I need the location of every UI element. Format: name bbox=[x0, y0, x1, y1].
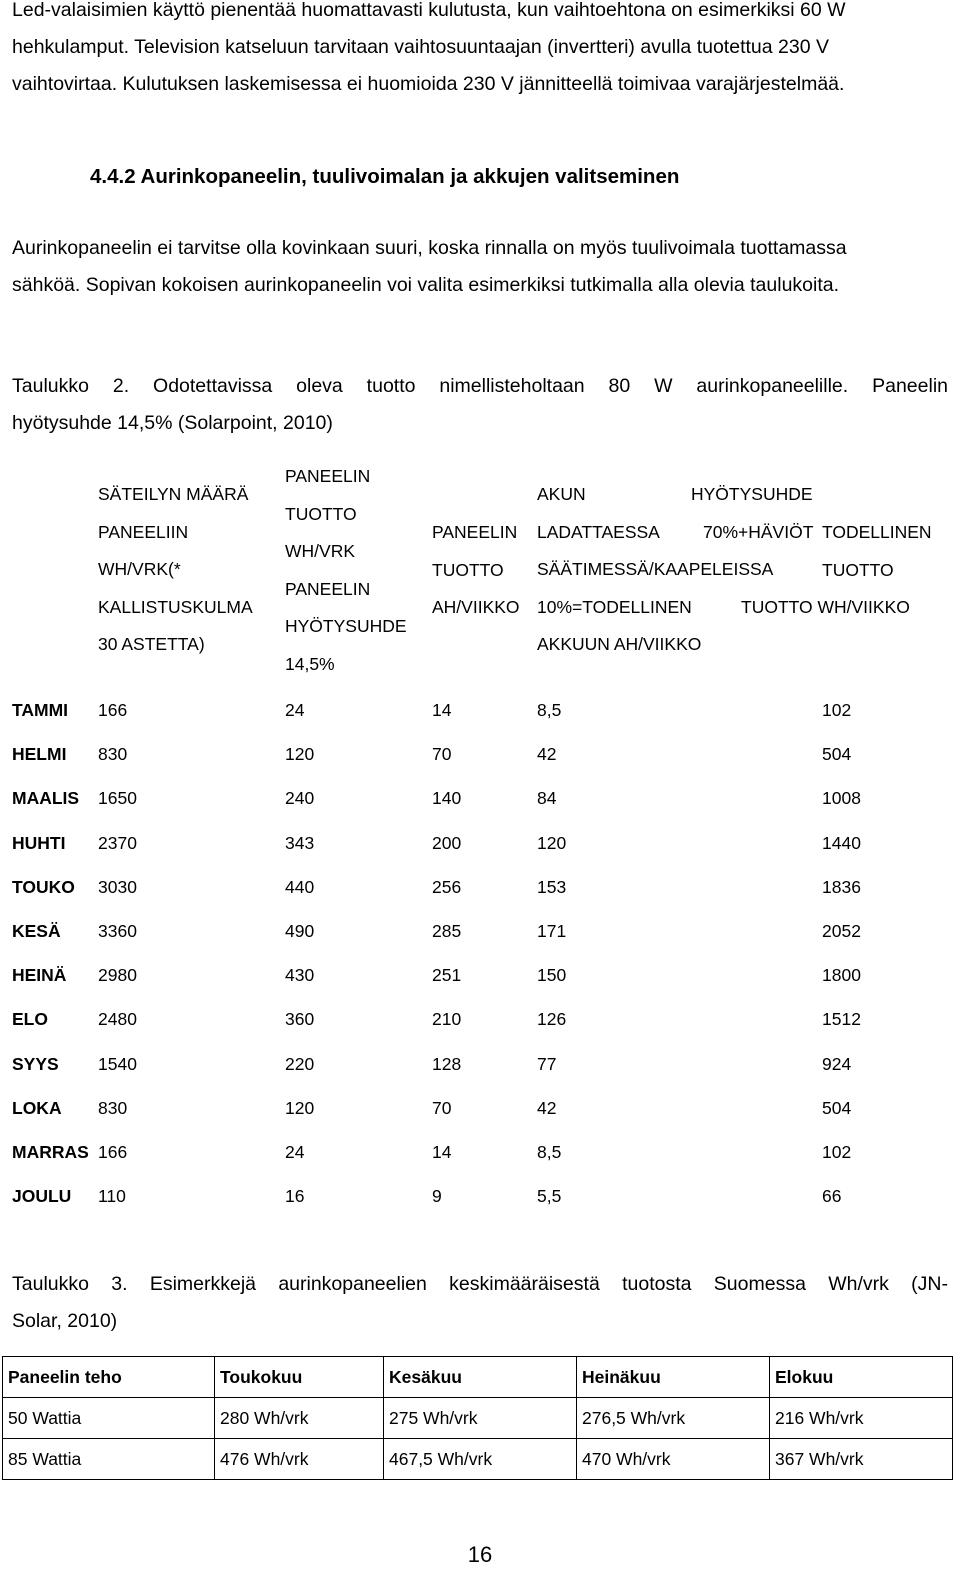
table2-caption bbox=[12, 368, 948, 442]
table-cell: 343 bbox=[285, 832, 315, 853]
table-cell: 70 bbox=[432, 1097, 452, 1118]
header-text: PANEELIN bbox=[285, 578, 371, 599]
table-cell: 830 bbox=[98, 1097, 128, 1118]
month-label: TOUKO bbox=[12, 876, 75, 897]
header-text: KALLISTUSKULMA bbox=[98, 596, 253, 617]
table-cell: 430 bbox=[285, 965, 315, 986]
table-cell: 166 bbox=[98, 1142, 128, 1162]
table-cell: 24 bbox=[285, 1142, 305, 1162]
table-cell: 126 bbox=[537, 1009, 567, 1030]
table-cell: 8,5 bbox=[537, 700, 562, 720]
header-text: 70%+HÄVIÖT bbox=[703, 522, 814, 542]
header-text: PANEELIN bbox=[432, 522, 518, 542]
header-text: SÄTEILYN MÄÄRÄ bbox=[98, 484, 249, 504]
month-label: HUHTI bbox=[12, 832, 66, 853]
table3-cell: 280 Wh/vrk bbox=[215, 1398, 384, 1439]
table3-cell: 85 Wattia bbox=[3, 1439, 215, 1480]
table3-header-row bbox=[3, 1357, 953, 1398]
intro-line: Led-valaisimien käyttö pienentää huomattavasti kulutusta, kun vaihtoehtona on esimerkiksi 60 W bbox=[12, 0, 846, 21]
table3-header-cell: Kesäkuu bbox=[384, 1357, 577, 1398]
table-cell: 2052 bbox=[822, 921, 861, 941]
table-cell: 830 bbox=[98, 744, 128, 765]
header-text: AKKUUN AH/VIIKKO bbox=[537, 634, 702, 654]
table-cell: 110 bbox=[98, 1186, 126, 1207]
header-text: AH/VIIKKO bbox=[432, 597, 520, 617]
table-cell: 77 bbox=[537, 1053, 557, 1074]
table-cell: 102 bbox=[822, 700, 852, 720]
table-cell: 1008 bbox=[822, 788, 861, 809]
section-body-line: Aurinkopaneelin ei tarvitse olla kovinkaan suuri, koska rinnalla on myös tuulivoimala tuottamassa bbox=[12, 237, 847, 259]
table-row bbox=[0, 734, 960, 774]
caption-line: hyötysuhde 14,5% (Solarpoint, 2010) bbox=[12, 412, 333, 434]
table-row bbox=[0, 955, 960, 995]
table-row bbox=[0, 999, 960, 1039]
table3-cell: 50 Wattia bbox=[3, 1398, 215, 1439]
header-text: HYÖTYSUHDE bbox=[691, 484, 813, 504]
table-cell: 251 bbox=[432, 965, 462, 986]
header-text: 14,5% bbox=[285, 653, 335, 674]
header-text: AKUN bbox=[537, 484, 586, 504]
header-text: WH/VRK(* bbox=[98, 559, 181, 579]
table3-header-cell: Heinäkuu bbox=[577, 1357, 770, 1398]
month-label: HEINÄ bbox=[12, 965, 67, 986]
table-cell: 504 bbox=[822, 744, 852, 765]
section-body-paragraph bbox=[12, 230, 948, 304]
month-label: LOKA bbox=[12, 1097, 62, 1118]
header-panel-output-wh bbox=[285, 458, 407, 683]
header-text: HYÖTYSUHDE bbox=[285, 616, 407, 636]
table-cell: 285 bbox=[432, 921, 462, 941]
header-efficiency-losses bbox=[703, 514, 813, 552]
table-cell: 210 bbox=[432, 1009, 462, 1030]
month-label: KESÄ bbox=[12, 921, 61, 941]
table-cell: 1800 bbox=[822, 965, 861, 986]
section-heading: 4.4.2 Aurinkopaneelin, tuulivoimalan ja akkujen valitseminen bbox=[90, 165, 680, 188]
table-cell: 1650 bbox=[98, 788, 137, 809]
month-label: JOULU bbox=[12, 1186, 72, 1207]
table-cell: 240 bbox=[285, 788, 315, 809]
header-text: TUOTTO bbox=[822, 559, 894, 580]
header-text: TUOTTO bbox=[285, 503, 357, 524]
table2-header bbox=[0, 458, 960, 688]
table-cell: 256 bbox=[432, 876, 462, 897]
table-row bbox=[0, 1176, 960, 1216]
table-cell: 2370 bbox=[98, 832, 137, 853]
header-text: 10%=TODELLINEN bbox=[537, 596, 692, 617]
table-cell: 3360 bbox=[98, 921, 137, 941]
intro-line: vaihtovirtaa. Kulutuksen laskemisessa ei huomioida 230 V jännitteellä toimivaa varajärjestelmää. bbox=[12, 73, 845, 95]
table-cell: 14 bbox=[432, 1142, 452, 1162]
table-row bbox=[0, 867, 960, 907]
table-row bbox=[0, 1132, 960, 1172]
table-cell: 9 bbox=[432, 1186, 442, 1207]
header-real-output-unit bbox=[741, 589, 910, 627]
table-cell: 102 bbox=[822, 1142, 852, 1162]
header-text: WH/VRK bbox=[285, 541, 355, 561]
table-row bbox=[0, 690, 960, 730]
table-cell: 220 bbox=[285, 1053, 315, 1074]
header-text: PANEELIN bbox=[285, 466, 371, 486]
table-row bbox=[0, 1044, 960, 1084]
table-cell: 24 bbox=[285, 700, 305, 720]
table-cell: 166 bbox=[98, 700, 128, 720]
table3-cell: 216 Wh/vrk bbox=[770, 1398, 953, 1439]
table-cell: 490 bbox=[285, 921, 315, 941]
table-cell: 2480 bbox=[98, 1009, 137, 1030]
table-cell: 1540 bbox=[98, 1053, 137, 1074]
table-cell: 3030 bbox=[98, 876, 137, 897]
table-row bbox=[0, 911, 960, 951]
month-label: SYYS bbox=[12, 1053, 59, 1074]
table-cell: 120 bbox=[285, 1097, 315, 1118]
table-cell: 70 bbox=[432, 744, 452, 765]
table-row bbox=[0, 1088, 960, 1128]
caption-line: Taulukko 3. Esimerkkejä aurinkopaneelien keskimääräisestä tuotosta Suomessa Wh/vrk (JN- bbox=[12, 1273, 948, 1295]
table-cell: 504 bbox=[822, 1097, 852, 1118]
table3-header-cell: Elokuu bbox=[770, 1357, 953, 1398]
header-radiation bbox=[98, 476, 253, 664]
header-real-output bbox=[822, 514, 932, 589]
section-body-line: sähköä. Sopivan kokoisen aurinkopaneelin voi valita esimerkiksi tutkimalla alla olevia taulukoita. bbox=[12, 274, 840, 296]
table-cell: 2980 bbox=[98, 965, 137, 986]
header-text: 30 ASTETTA) bbox=[98, 634, 205, 654]
header-text: SÄÄTIMESSÄ/KAAPELEISSA bbox=[537, 559, 774, 579]
table3-cell: 470 Wh/vrk bbox=[577, 1439, 770, 1480]
table3-header-cell: Paneelin teho bbox=[3, 1357, 215, 1398]
table-cell: 66 bbox=[822, 1186, 842, 1207]
table-cell: 42 bbox=[537, 1097, 557, 1118]
table3-cell: 467,5 Wh/vrk bbox=[384, 1439, 577, 1480]
table3-header-cell: Toukokuu bbox=[215, 1357, 384, 1398]
table-cell: 5,5 bbox=[537, 1186, 562, 1207]
table-cell: 16 bbox=[285, 1186, 305, 1207]
table3-cell: 367 Wh/vrk bbox=[770, 1439, 953, 1480]
table-cell: 120 bbox=[285, 744, 315, 765]
table-row bbox=[0, 823, 960, 863]
table-cell: 1836 bbox=[822, 876, 861, 897]
table-cell: 8,5 bbox=[537, 1142, 562, 1162]
table-cell: 42 bbox=[537, 744, 557, 765]
header-efficiency bbox=[691, 476, 813, 514]
table-cell: 440 bbox=[285, 876, 315, 897]
table-cell: 150 bbox=[537, 965, 567, 986]
month-label: MAALIS bbox=[12, 788, 80, 809]
table-cell: 84 bbox=[537, 788, 557, 809]
table-cell: 128 bbox=[432, 1053, 462, 1074]
table3-cell: 276,5 Wh/vrk bbox=[577, 1398, 770, 1439]
header-text: TUOTTO bbox=[432, 559, 504, 580]
month-label: ELO bbox=[12, 1009, 48, 1030]
caption-line: Taulukko 2. Odotettavissa oleva tuotto nimellisteholtaan 80 W aurinkopaneelille. Paneelin bbox=[12, 375, 948, 397]
table-cell: 120 bbox=[537, 832, 567, 853]
table-cell: 200 bbox=[432, 832, 462, 853]
header-text: TODELLINEN bbox=[822, 522, 932, 542]
table3-cell: 476 Wh/vrk bbox=[215, 1439, 384, 1480]
table-cell: 153 bbox=[537, 876, 567, 897]
table3-row bbox=[3, 1439, 953, 1480]
table-cell: 1512 bbox=[822, 1009, 861, 1030]
table-cell: 360 bbox=[285, 1009, 315, 1030]
month-label: TAMMI bbox=[12, 700, 69, 720]
page-number: 16 bbox=[467, 1542, 493, 1567]
table-cell: 171 bbox=[537, 921, 567, 941]
table-cell: 14 bbox=[432, 700, 452, 720]
intro-line: hehkulamput. Television katseluun tarvitaan vaihtosuuntaajan (invertteri) avulla tuotettua 230 V bbox=[12, 36, 829, 58]
intro-paragraph bbox=[12, 0, 948, 103]
table3 bbox=[2, 1356, 953, 1480]
header-panel-output-ah bbox=[432, 514, 520, 627]
table3-caption bbox=[12, 1266, 948, 1340]
table-cell: 1440 bbox=[822, 832, 861, 853]
table-cell: 140 bbox=[432, 788, 462, 809]
header-text: PANEELIIN bbox=[98, 521, 189, 542]
header-text: TUOTTO WH/VIIKKO bbox=[741, 597, 910, 617]
caption-line: Solar, 2010) bbox=[12, 1310, 118, 1332]
table-row bbox=[0, 778, 960, 818]
table3-cell: 275 Wh/vrk bbox=[384, 1398, 577, 1439]
month-label: HELMI bbox=[12, 744, 67, 765]
header-text: LADATTAESSA bbox=[537, 521, 660, 542]
table3-row bbox=[3, 1398, 953, 1439]
month-label: MARRAS bbox=[12, 1142, 89, 1162]
table-cell: 924 bbox=[822, 1053, 852, 1074]
